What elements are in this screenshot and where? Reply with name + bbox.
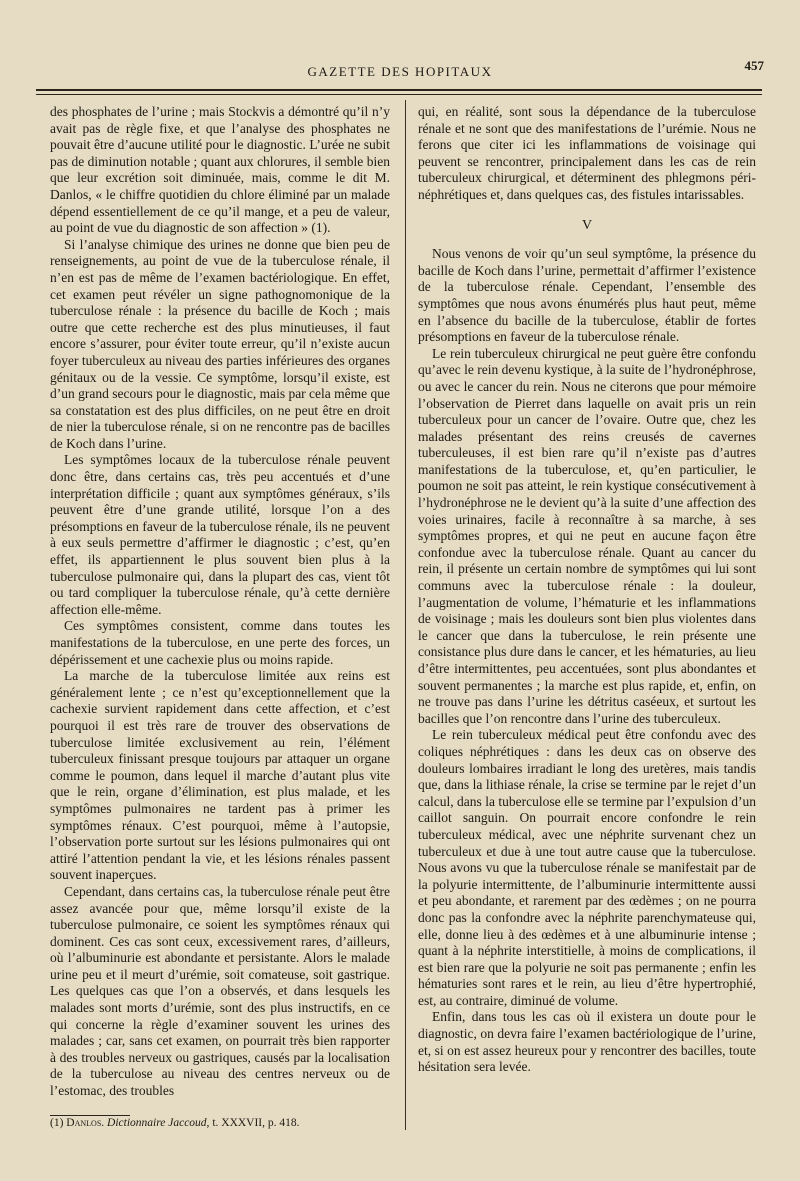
paragraph: Cependant, dans certains cas, la tuberculose rénale peut être assez avancée pour que, même lorsqu’il existe de la tuberculose pulmonaire, ce soient les symptômes rénaux qui dominent. Ces cas sont ceux, excessivement rares, d’ailleurs, où l’albuminurie est abondante et persistante. Alors le malade urine peu et il meurt d’urémie, soit comateuse, soit gastrique. Les quelques cas que l’on a observés, et dans lesquels les malades sont morts d’urémie, sont des plus instructifs, en ce qui concerne la règle d’examiner souvent les urines des malades ; car, sans cet examen, on pourrait très bien rapporter à des troubles nerveux ou gastriques, causés par la localisation de la tuberculose au niveau des centres nerveux ou de l’estomac, des troubles xyxy=(50,883,390,1099)
running-title: GAZETTE DES HOPITAUX xyxy=(307,64,493,79)
section-number: V xyxy=(581,217,593,233)
paragraph: Si l’analyse chimique des urines ne donne que bien peu de renseignements, au point de vue de la tuberculose rénale, il n’en est pas de même de l’examen bactériologique. En effet, cet examen peut révéler un signe pathognomonique de la tuberculose rénale : la présence du bacille de Koch ; mais outre que cette recherche est des plus minutieuses, il faut encore s’assurer, pour éviter toute erreur, qu’il n’existe aucun foyer tuberculeux au niveau des parties inférieures des organes génitaux ou de la vessie. Ce symptôme, lorsqu’il existe, est d’un grand secours pour le diagnostic, mais par cela même que sa constatation est des plus difficiles, on ne peut être en droit de nier la tuberculose rénale, si on ne rencontre pas de bacilles de Koch dans l’urine. xyxy=(50,236,391,451)
page-header xyxy=(0,58,800,86)
footnote-rule xyxy=(50,1115,130,1116)
left-column xyxy=(50,104,390,1100)
paragraph: Enfin, dans tous les cas où il existera un doute pour le diagnostic, on devra faire l’examen bactériologique de l’urine, et, si on est assez heureux pour y rencontrer des bacilles, toute hésitation sera levée. xyxy=(418,1009,756,1075)
paragraph: Le rein tuberculeux chirurgical ne peut guère être confondu qu’avec le rein devenu kystique, à la suite de l’hydronéphrose, ou avec le cancer du rein. Nous ne citerons que pour mémoire l’observation de Pierret dans laquelle on avait pris un rein tuberculeux pour un cancer de l’ovaire. Outre que, chez les malades présentant des reins creusés de cavernes tuberculeuses, il est bien rare qu’il n’existe pas d’autres manifestations de la tuberculose, et, qu’en particulier, le poumon ne soit pas atteint, le rein kystique consécutivement à l’hydronéphrose ne le devient qu’à la suite d’une affection des voies urinaires, facile à reconnaître à sa marche, à ses symptômes propres, et qui ne peut en aucune façon être confondue avec la tuberculose rénale. Quant au cancer du rein, il présente un certain nombre de symptômes qui lui sont communs avec la tuberculose rénale : la douleur, l’augmentation de volume, l’hématurie et les inflammations de voisinage ; mais les douleurs sont bien plus violentes dans le cancer que dans la tuberculose, le rein présente une consistance plus dure dans le cancer, et les hématuries, au lieu d’être intermittentes, peu accentuées, sont plus abondantes et souvent permanentes ; la marche est plus rapide, et, enfin, on ne trouve pas dans l’urine les détritus caséeux, et surtout les bacilles que l’on rencontre dans l’urine des tuberculeux. xyxy=(418,345,756,726)
header-rule-thin xyxy=(36,94,762,95)
paragraph: Le rein tuberculeux médical peut être confondu avec des coliques néphrétiques : dans les deux cas on observe des douleurs lombaires irradiant le long des uretères, mais tandis que, dans la lithiase rénale, la crise se termine par le rejet d’un calcul, dans la tuberculose elle se termine par l’expulsion d’un caillot sanguin. On pourrait encore confondre le rein tuberculeux médical, avec une néphrite survenant chez un tuberculeux et due à une tout autre cause que la tuberculose. Nous avons vu que la tuberculose rénale se manifestait par de la polyurie intermittente, de l’albuminurie intermittente aussi et peu abondante, et rarement par des œdèmes ; on ne pourra donc pas la confondre avec la néphrite parenchymateuse qui, elle, donne lieu à des œdèmes et à une albuminurie intense ; quant à la néphrite interstitielle, à moins de complications, il est bien rare que la polyurie ne soit pas permanente ; enfin les hématuries sont rares et le rein, au lieu d’être hypertrophié, est, au contraire, diminué de volume. xyxy=(418,727,756,1008)
column-divider xyxy=(405,100,406,1130)
right-column xyxy=(418,104,756,1076)
paragraph: Nous venons de voir qu’un seul symptôme, la présence du bacille de Koch dans l’urine, permettait d’affirmer l’existence de la tuberculose rénale. Cependant, l’ensemble des symptômes que nous avons énumérés plus haut peut, même en l’absence du bacille de la tuberculose, établir de fortes présomptions en faveur de la tuberculose rénale. xyxy=(418,246,756,345)
paragraph: Ces symptômes consistent, comme dans toutes les manifestations de la tuberculose, en une perte des forces, un dépérissement et une cachexie plus ou moins rapide. xyxy=(50,618,390,667)
paragraph: qui, en réalité, sont sous la dépendance de la tuberculose rénale et ne sont que des manifestations de l’urémie. Nous ne ferons que citer ici les inflammations de voisinage qui peuvent se rencontrer, principalement dans les cas de rein tuberculeux chirurgical, et déterminent des phlegmons péri-néphrétiques et, dans quelques cas, des fistules intarissables. xyxy=(418,104,756,202)
page-number: 457 xyxy=(744,58,764,73)
footnote-author: Danlos. xyxy=(66,1117,105,1129)
footnote-reference: t. XXXVII, p. 418. xyxy=(212,1117,300,1129)
paragraph: Les symptômes locaux de la tuberculose rénale peuvent donc être, dans certains cas, très peu accentués et d’une interprétation difficile ; quant aux symptômes généraux, s’ils peuvent être d’une grande utilité, lorsque l’on a des présomptions en faveur de la tuberculose rénale, ils ne peuvent à eux seuls permettre d’affirmer le diagnostic ; c’est, qu’en effet, ils appartiennent le plus souvent bien plus à la tuberculose pulmonaire qui, dans la plupart des cas, vient tôt ou tard compliquer la tuberculose rénale, qu’à cette dernière affection elle-même. xyxy=(50,452,390,617)
footnote xyxy=(50,1117,390,1129)
paragraph: des phosphates de l’urine ; mais Stockvis a démontré qu’il n’y avait pas de règle fixe, et que l’analyse des phosphates ne pouvait être d’aucune utilité pour le diagnostic. L’urée ne subit pas de diminution notable ; quant aux chlorures, il semble bien que leur excrétion soit diminuée, mais, comme le dit M. Danlos, « le chiffre quotidien du chlore éliminé par un malade dépend essentiellement de ce qu’il mange, et a peu de valeur, au point de vue du diagnostic de son affection » (1). xyxy=(50,104,390,236)
footnote-work: Dictionnaire Jaccoud, xyxy=(107,1117,210,1129)
paragraph: La marche de la tuberculose limitée aux reins est généralement lente ; ce n’est qu’exceptionnellement que la cachexie survient rapidement dans cette affection, et c’est pourquoi il est très rare de trouver des observations de tuberculose limitée exclusivement au rein, l’élément tuberculeux finissant presque toujours par attaquer un organe comme le poumon, dans lequel il marche d’autant plus vite que le rein, organe d’élimination, est plus malade, et les symptômes pulmonaires ne tardent pas à primer les symptômes rénaux. C’est pourquoi, même à l’autopsie, l’observation porte surtout sur les lésions pulmonaires qui ont attiré l’attention pendant la vie, et les lésions rénales passent souvent inaperçues. xyxy=(50,668,390,883)
footnote-marker: (1) xyxy=(50,1117,64,1129)
header-rule xyxy=(36,89,762,91)
